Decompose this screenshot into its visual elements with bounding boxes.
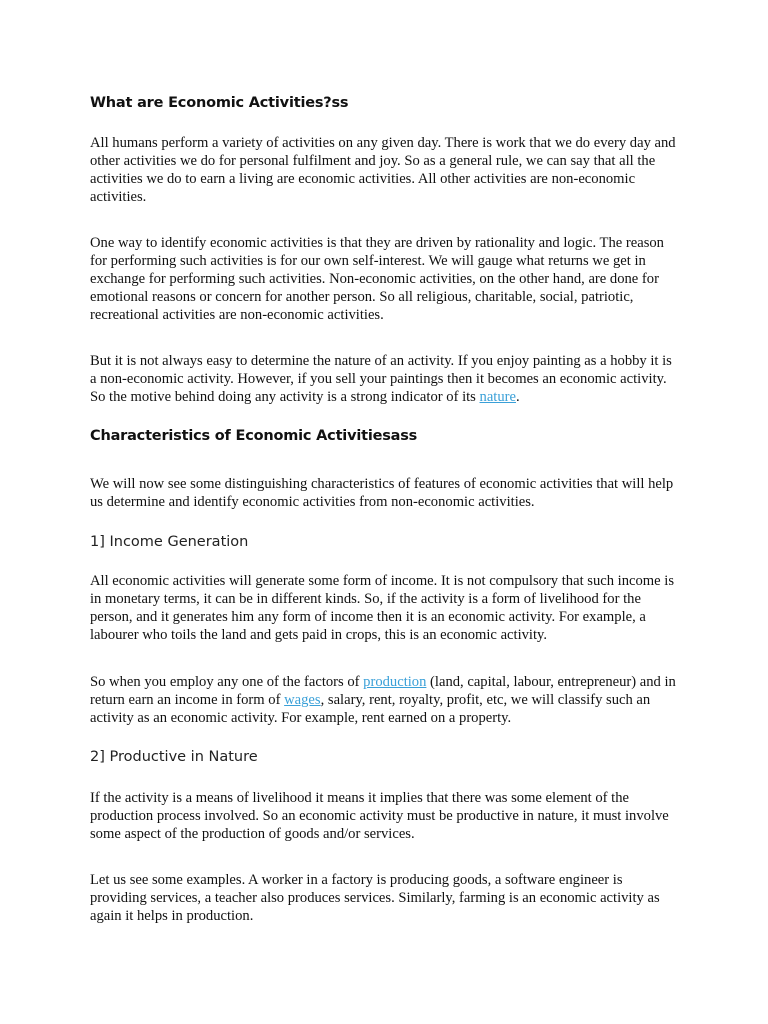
paragraph-line: again it helps in production. xyxy=(90,908,254,924)
paragraph-line: labourer who toils the land and gets paid in crops, this is an economic activity. xyxy=(90,627,548,643)
text-run: (land, capital, labour, entrepreneur) and in xyxy=(426,674,676,690)
paragraph-line: One way to identify economic activities is that they are driven by rationality and logic. The reason xyxy=(90,235,664,251)
paragraph-line: activity as an economic activity. For example, rent earned on a property. xyxy=(90,710,512,726)
text-run: return earn an income in form of xyxy=(90,692,285,708)
paragraph-line: providing services, a teacher also produces services. Similarly, farming is an economic activity as xyxy=(90,890,660,906)
paragraph-line xyxy=(90,388,690,406)
paragraph-line: Let us see some examples. A worker in a factory is producing goods, a software engineer is xyxy=(90,872,623,888)
paragraph-rationality xyxy=(90,234,690,324)
paragraph-line: If the activity is a means of livelihood it means it implies that there was some element of the xyxy=(90,790,630,806)
paragraph-line: us determine and identify economic activities from non-economic activities. xyxy=(90,494,535,510)
paragraph-line: We will now see some distinguishing characteristics of features of economic activities that will help xyxy=(90,476,674,492)
paragraph-line: a non-economic activity. However, if you sell your paintings then it becomes an economic activity. xyxy=(90,371,667,387)
paragraph-line: some aspect of the production of goods and/or services. xyxy=(90,826,415,842)
paragraph-characteristics-intro xyxy=(90,475,690,511)
heading-productive-in-nature: 2] Productive in Nature xyxy=(90,749,258,765)
paragraph-intro xyxy=(90,134,690,206)
paragraph-line: production process involved. So an economic activity must be productive in nature, it must involve xyxy=(90,808,669,824)
paragraph-line: All humans perform a variety of activities on any given day. There is work that we do every day and xyxy=(90,135,676,151)
heading-income-generation: 1] Income Generation xyxy=(90,534,249,550)
paragraph-line: for performing such activities is for our own self-interest. We will gauge what returns we get in xyxy=(90,253,646,269)
text-run: So when you employ any one of the factors of xyxy=(90,674,364,690)
paragraph-line: All economic activities will generate some form of income. It is not compulsory that such income is xyxy=(90,573,675,589)
text-run: . xyxy=(515,389,520,405)
paragraph-motive xyxy=(90,352,690,406)
paragraph-line: recreational activities are non-economic activities. xyxy=(90,307,384,323)
link-wages[interactable]: wages xyxy=(284,692,321,708)
paragraph-productive xyxy=(90,789,690,843)
link-production[interactable]: production xyxy=(363,674,427,690)
paragraph-line: activities. xyxy=(90,189,147,205)
link-nature[interactable]: nature xyxy=(479,389,516,405)
paragraph-examples xyxy=(90,871,690,925)
heading-economic-activities: What are Economic Activities?ss xyxy=(90,95,349,111)
paragraph-line: exchange for performing such activities. Non-economic activities, on the other hand, are done for xyxy=(90,271,659,287)
paragraph-line: person, and it generates him any form of income then it is an economic activity. For example, a xyxy=(90,609,646,625)
paragraph-line xyxy=(90,673,690,691)
text-run: , salary, rent, royalty, profit, etc, we will classify such an xyxy=(320,692,651,708)
paragraph-income xyxy=(90,572,690,644)
paragraph-line: activities we do to earn a living are economic activities. All other activities are non-economic xyxy=(90,171,636,187)
paragraph-line xyxy=(90,691,690,709)
text-run: So the motive behind doing any activity is a strong indicator of its xyxy=(90,389,480,405)
paragraph-line: emotional reasons or concern for another person. So all religious, charitable, social, patriotic, xyxy=(90,289,634,305)
paragraph-line: in monetary terms, it can be in different kinds. So, if the activity is a form of livelihood for the xyxy=(90,591,641,607)
paragraph-line: other activities we do for personal fulfilment and joy. So as a general rule, we can say that all the xyxy=(90,153,656,169)
paragraph-line: But it is not always easy to determine the nature of an activity. If you enjoy painting as a hobby it is xyxy=(90,353,672,369)
paragraph-factors xyxy=(90,673,690,727)
heading-characteristics: Characteristics of Economic Activitiesass xyxy=(90,428,418,444)
